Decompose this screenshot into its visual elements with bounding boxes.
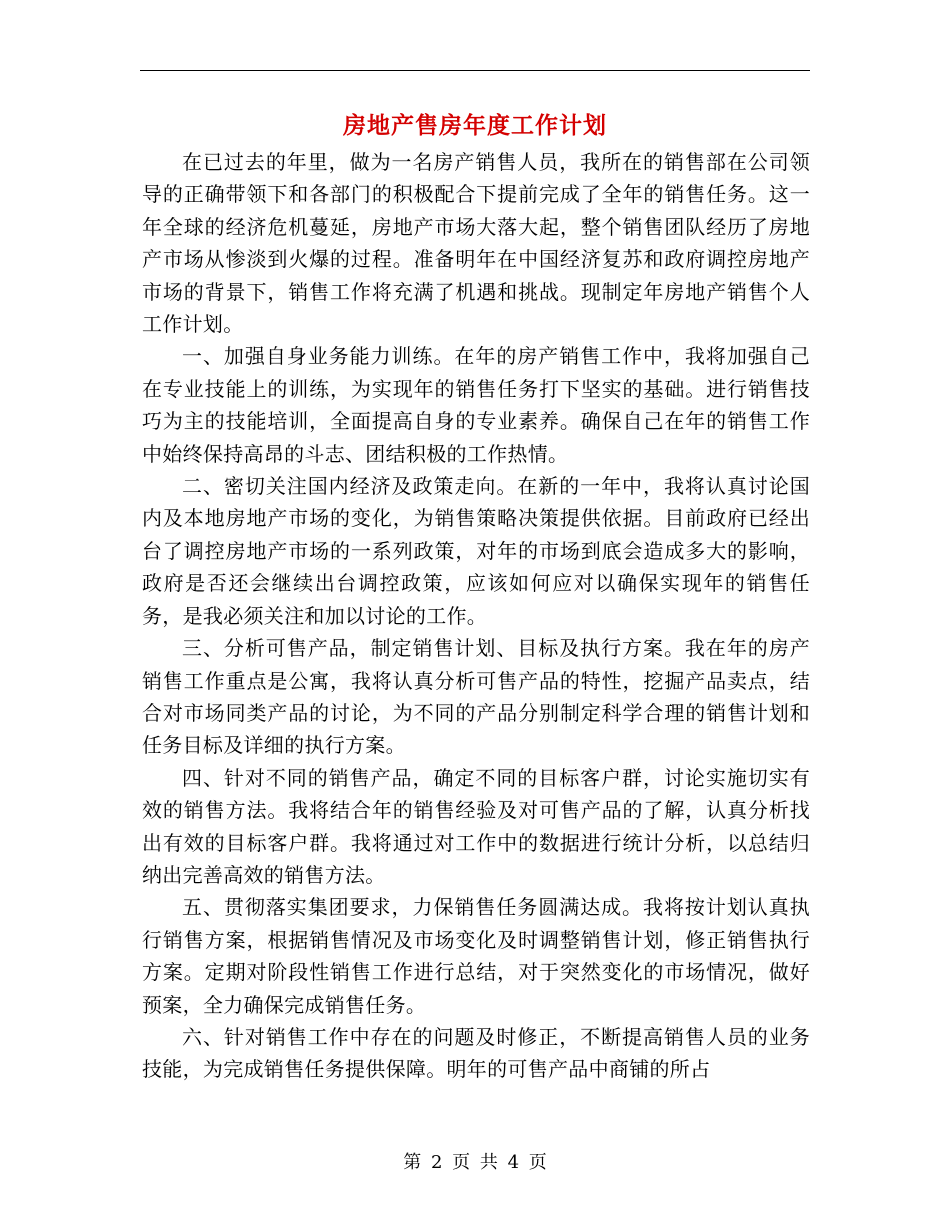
paragraph-intro: 在已过去的年里，做为一名房产销售人员，我所在的销售部在公司领导的正确带领下和各部门的积极配合下提前完成了全年的销售任务。这一年全球的经济危机蔓延，房地产市场大落大起，整个销售团队经历了房地产市场从惨淡到火爆的过程。准备明年在中国经济复苏和政府调控房地产市场的背景下，销售工作将充满了机遇和挑战。现制定年房地产销售个人工作计划。 bbox=[142, 150, 810, 337]
paragraph-section-2: 二、密切关注国内经济及政策走向。在新的一年中，我将认真讨论国内及本地房地产市场的变化，为销售策略决策提供依据。目前政府已经出台了调控房地产市场的一系列政策，对年的市场到底会造成多大的影响，政府是否还会继续出台调控政策，应该如何应对以确保实现年的销售任务，是我必须关注和加以讨论的工作。 bbox=[142, 474, 810, 628]
footer-page-number: 2 bbox=[430, 1152, 443, 1173]
header-rule bbox=[140, 70, 810, 71]
footer-total-label: 共 bbox=[479, 1152, 498, 1173]
footer-suffix: 页 bbox=[528, 1152, 547, 1173]
footer-prefix: 第 bbox=[403, 1152, 422, 1173]
document-body bbox=[142, 146, 810, 1086]
paragraph-section-1: 一、加强自身业务能力训练。在年的房产销售工作中，我将加强自己在专业技能上的训练，为实现年的销售任务打下坚实的基础。进行销售技巧为主的技能培训，全面提高自身的专业素养。确保自己在年的销售工作中始终保持高昂的斗志、团结积极的工作热情。 bbox=[142, 344, 810, 466]
paragraph-section-5: 五、贯彻落实集团要求，力保销售任务圆满达成。我将按计划认真执行销售方案，根据销售情况及市场变化及时调整销售计划，修正销售执行方案。定期对阶段性销售工作进行总结，对于突然变化的市场情况，做好预案，全力确保完成销售任务。 bbox=[142, 895, 810, 1017]
paragraph-section-3: 三、分析可售产品，制定销售计划、目标及执行方案。我在年的房产销售工作重点是公寓，我将认真分析可售产品的特性，挖掘产品卖点，结合对市场同类产品的讨论，为不同的产品分别制定科学合理的销售计划和任务目标及详细的执行方案。 bbox=[142, 636, 810, 758]
paragraph-section-6: 六、针对销售工作中存在的问题及时修正，不断提高销售人员的业务技能，为完成销售任务提供保障。明年的可售产品中商铺的所占 bbox=[142, 1024, 810, 1082]
footer-middle: 页 bbox=[452, 1152, 471, 1173]
document-title: 房地产售房年度工作计划 bbox=[343, 112, 607, 139]
footer-total-pages: 4 bbox=[507, 1152, 520, 1173]
page-footer bbox=[0, 1150, 950, 1176]
paragraph-section-4: 四、针对不同的销售产品，确定不同的目标客户群，讨论实施切实有效的销售方法。我将结合年的销售经验及对可售产品的了解，认真分析找出有效的目标客户群。我将通过对工作中的数据进行统计分析，以总结归纳出完善高效的销售方法。 bbox=[142, 765, 810, 887]
